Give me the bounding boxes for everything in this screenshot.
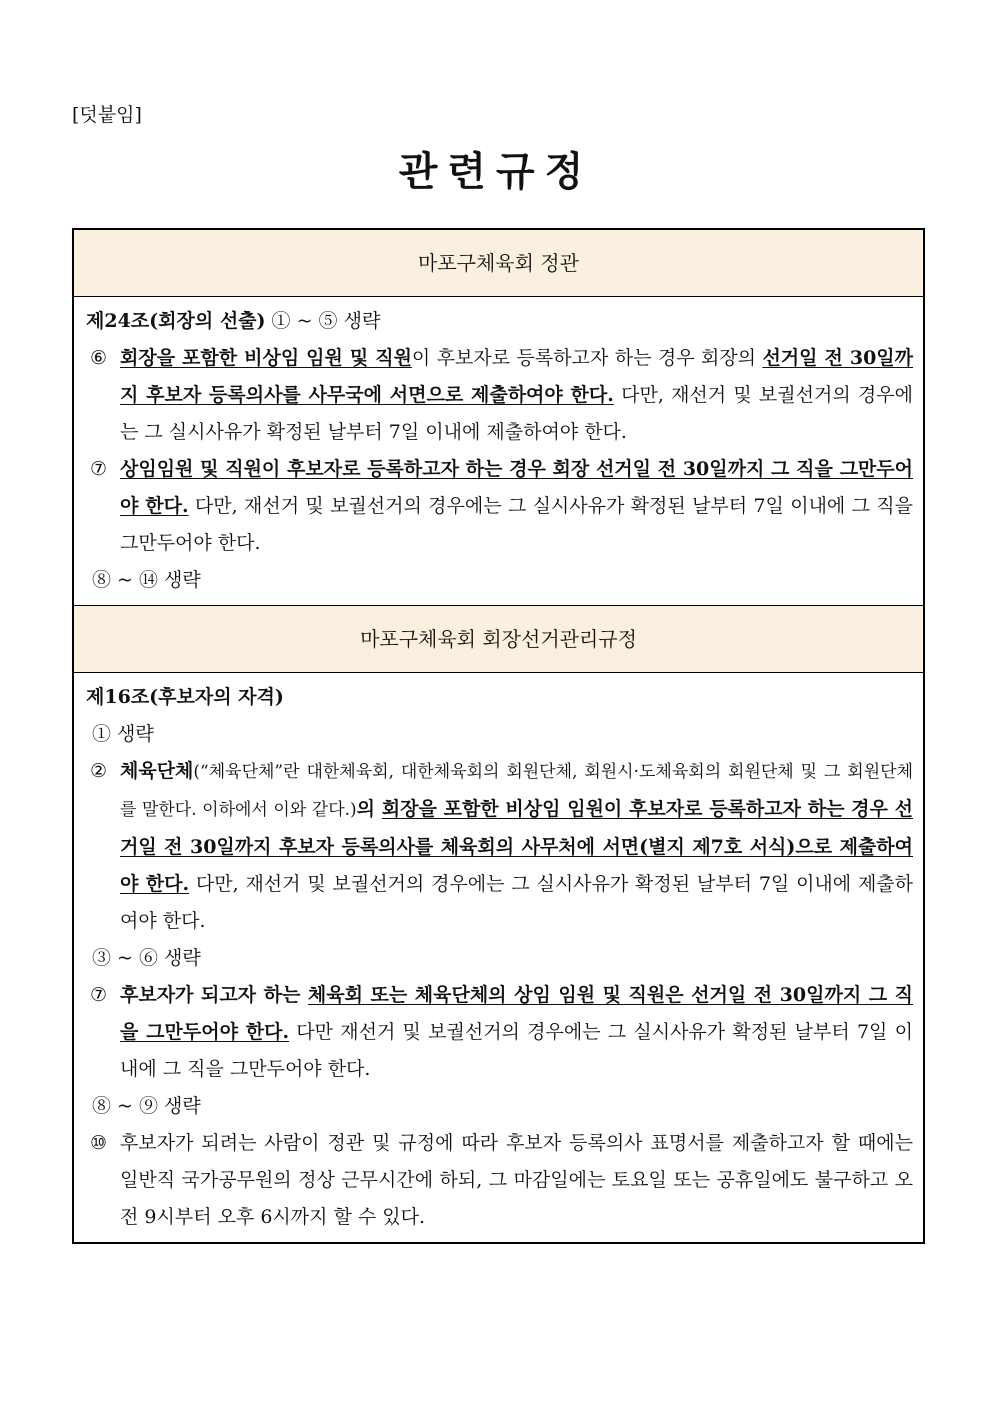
section-body-election-rules	[74, 673, 923, 1242]
clause-item: ⑦ 상임임원 및 직원이 후보자로 등록하고자 하는 경우 회장 선거일 전 30일까지 그 직을 그만두어야 한다. 다만, 재선거 및 보궐선거의 경우에는 그 실시사유가 확정된 날부터 7일 이내에 그 직을 그만두어야 한다.	[86, 451, 913, 562]
clause-item: ⑧ ~ ⑨ 생략	[92, 1095, 201, 1117]
section-heading-charter: 마포구체육회 정관	[74, 230, 923, 297]
section-heading-election-rules: 마포구체육회 회장선거관리규정	[74, 605, 923, 673]
clause-item: ① 생략	[92, 723, 154, 745]
clause-item: ⑥ 회장을 포함한 비상임 임원 및 직원이 후보자로 등록하고자 하는 경우 회장의 선거일 전 30일까지 후보자 등록의사를 사무국에 서면으로 제출하여야 한다. 다만, 재선거 및 보궐선거의 경우에는 그 실시사유가 확정된 날부터 7일 이내에 제출하여야 한다.	[86, 340, 913, 451]
regulations-table	[72, 228, 925, 1244]
article-title: 제16조(후보자의 자격)	[86, 686, 284, 708]
clause-item: ⑦ 후보자가 되고자 하는 체육회 또는 체육단체의 상임 임원 및 직원은 선거일 전 30일까지 그 직을 그만두어야 한다. 다만 재선거 및 보궐선거의 경우에는 그 실시사유가 확정된 날부터 7일 이내에 그 직을 그만두어야 한다.	[86, 977, 913, 1088]
clause-number: ⑦	[90, 458, 108, 480]
attachment-label: [덧붙임]	[72, 104, 142, 126]
clause-item: ② 체육단체(“체육단체”란 대한체육회, 대한체육회의 회원단체, 회원시·도체육회의 회원단체 및 그 회원단체를 말한다. 이하에서 이와 같다.)의 회장을 포함한 비상임 임원이 후보자로 등록하고자 하는 경우 선거일 전 30일까지 후보자 등록의사를 체육회의 사무처에 서면(별지 제7호 서식)으로 제출하여야 한다. 다만, 재선거 및 보궐선거의 경우에는 그 실시사유가 확정된 날부터 7일 이내에 제출하여야 한다.	[86, 753, 913, 940]
page-title: 관련규정	[398, 149, 594, 195]
clause-number: ⑩	[90, 1132, 108, 1154]
section-body-charter	[74, 297, 923, 605]
clause-item: ⑧ ~ ⑭ 생략	[92, 569, 201, 591]
clause-item: ⑩ 후보자가 되려는 사람이 정관 및 규정에 따라 후보자 등록의사 표명서를 제출하고자 할 때에는 일반직 국가공무원의 정상 근무시간에 하되, 그 마감일에는 토요일 또는 공휴일에도 불구하고 오전 9시부터 오후 6시까지 할 수 있다.	[86, 1125, 913, 1236]
clause-item: ③ ~ ⑥ 생략	[92, 947, 201, 969]
clause-number: ②	[90, 760, 108, 782]
clause-number: ⑦	[90, 984, 108, 1006]
article-title: 제24조(회장의 선출) ① ~ ⑤ 생략	[86, 310, 381, 332]
clause-number: ⑥	[90, 347, 108, 369]
